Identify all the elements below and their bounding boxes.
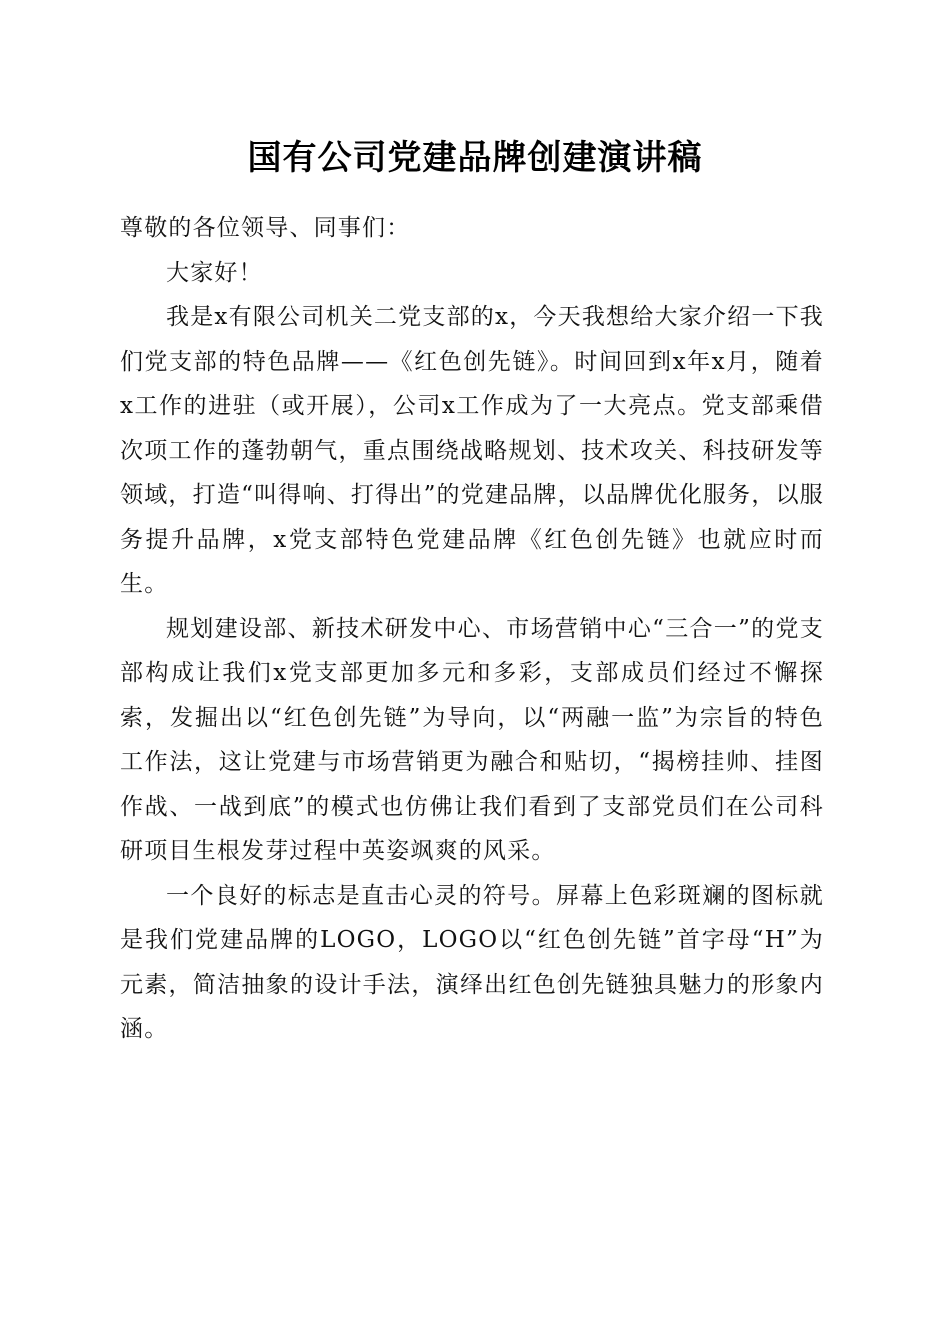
paragraph-intro: 我是x有限公司机关二党支部的x，今天我想给大家介绍一下我们党支部的特色品牌——《红色创先链》。时间回到x年x月，随着x工作的进驻（或开展），公司x工作成为了一大亮点。党支部乘借次项工作的蓬勃朝气，重点围绕战略规划、技术攻关、科技研发等领域，打造“叫得响、打得出”的党建品牌，以品牌优化服务，以服务提升品牌，x党支部特色党建品牌《红色创先链》也就应时而生。 — [120, 304, 824, 597]
salutation: 尊敬的各位领导、同事们： — [120, 215, 411, 241]
paragraph-structure: 规划建设部、新技术研发中心、市场营销中心“三合一”的党支部构成让我们x党支部更加多元和多彩，支部成员们经过不懈探索，发掘出以“红色创先链”为导向，以“两融一监”为宗旨的特色工作法，这让党建与市场营销更为融合和贴切，“揭榜挂帅、挂图作战、一战到底”的模式也仿佛让我们看到了支部党员们在公司科研项目生根发芽过程中英姿飒爽的风采。 — [120, 615, 824, 864]
greeting: 大家好！ — [166, 259, 263, 286]
document-body — [120, 206, 824, 1052]
paragraph-logo: 一个良好的标志是直击心灵的符号。屏幕上色彩斑斓的图标就是我们党建品牌的LOGO，LOGO以“红色创先链”首字母“H”为元素，简洁抽象的设计手法，演绎出红色创先链独具魅力的形象内涵。 — [120, 882, 824, 1042]
document-title: 国有公司党建品牌创建演讲稿 — [247, 138, 703, 178]
